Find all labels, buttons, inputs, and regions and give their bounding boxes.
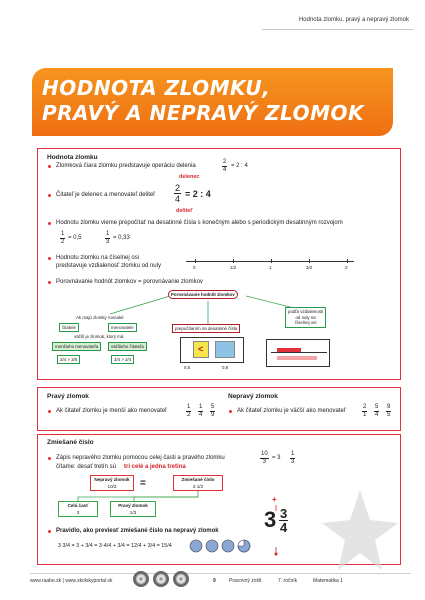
diagram-right-title: podľa vzdialenosti od nuly na číselnej osi (285, 307, 326, 328)
diagram-cela: Celá časť 3 (58, 501, 98, 517)
mixed-whole: 3 (264, 507, 277, 532)
fraction: $\frac{2}{4}$ (223, 159, 227, 173)
footer-book: Pracovný zošit (229, 578, 262, 584)
bullet-text: Pravidlo, ako previesť zmiešané číslo na nepravý zlomok (56, 528, 219, 534)
bullet-text: Zlomková čiara zlomku predstavuje operáciu delenia (56, 163, 196, 169)
bullet-text: Hodnotu zlomku na číselnej osi (56, 255, 140, 261)
chapter-title-line1: HODNOTA ZLOMKU, (42, 76, 271, 100)
header-rule (262, 29, 413, 30)
decorative-star-icon (320, 485, 400, 575)
diagram-left-menovatele: menovatele (108, 323, 137, 332)
fraction: $\frac{1}{3}$ (106, 231, 110, 245)
bullet-text: Čitateľ je delenec a menovateľ deliteľ (56, 192, 155, 198)
section-hodnota-zlomku (37, 148, 401, 380)
example-fraction: $\frac{1}{2}$ (187, 404, 191, 418)
fraction-circles (188, 538, 258, 554)
bullet-dot (48, 530, 51, 533)
equation-large: = 2 : 4 (185, 189, 211, 199)
diagram-right-graphic (266, 339, 330, 367)
diagram-zmiesane: Zmiešané číslo 3 1/3 (173, 475, 223, 491)
decimal-value: = 0,5 (68, 235, 82, 241)
plus-sign: + (272, 495, 277, 504)
chapter-title-line2: PRAVÝ A NEPRAVÝ ZLOMOK (42, 101, 364, 125)
gear-wheel-icon (133, 571, 149, 587)
footer-grade: 7. ročník (278, 578, 298, 584)
bullet-text: Hodnotu zlomku vieme prepočítať na desatinné čísla s konečným alebo s periodickým desatinným rozvojom (56, 220, 343, 226)
diagram-mid-title: prepočítaním na desatinné čísla (172, 324, 240, 333)
reading-prefix: čítame: desať tretín sú (56, 464, 116, 470)
footer-subject: Matematika 1 (313, 578, 344, 584)
number-line-label: 3/2 (306, 265, 313, 270)
diagram-vac: väčšieho čitateľa (108, 342, 147, 351)
bullet-text: predstavuje vzdialenosť zlomku od nuly (56, 263, 161, 269)
section-title-nepravy: Nepravý zlomok (228, 393, 278, 400)
bullet-text: Porovnávanie hodnôt zlomkov = porovnávanie zlomkov (56, 279, 203, 285)
number-line-label: 0 (193, 265, 196, 270)
fraction: $\frac{1}{3}$ (291, 451, 295, 465)
gear-wheel-icon (153, 571, 169, 587)
fraction: $\frac{10}{3}$ (261, 451, 268, 465)
example-fraction: $\frac{5}{9}$ (211, 404, 215, 418)
diagram-left-note: väčší je zlomok, ktorý má (74, 334, 124, 339)
fraction: $\frac{1}{2}$ (61, 231, 65, 245)
example-fraction: $\frac{9}{5}$ (387, 404, 391, 418)
section-title: Hodnota zlomku (47, 154, 98, 161)
equation: = 2 : 4 (231, 163, 248, 169)
running-header: Hodnota zlomku, pravý a nepravý zlomok (298, 17, 409, 23)
diagram-pravy: Pravý zlomok 1/3 (110, 501, 156, 517)
equation: = 3 (272, 455, 281, 461)
diagram-example-b: 3/4 > 2/4 (111, 355, 134, 364)
diagram-example-a: 3/4 > 3/5 (57, 355, 80, 364)
section-title: Zmiešané číslo (47, 439, 94, 446)
number-line-label: 1/2 (230, 265, 237, 270)
diagram-nepravy: Nepravý zlomok 10/3 (90, 475, 134, 491)
diagram-menej: menšieho menovateľa (52, 342, 101, 351)
label-delenec: delenec (179, 174, 200, 180)
rule-formula: 3 3/4 = 3 + 3/4 = 3·4/4 + 3/4 = 12/4 + 3/4 = 15/4 (58, 543, 172, 549)
section-pravy-nepravy (37, 387, 401, 431)
mid-value: 0,8 (222, 365, 229, 370)
chapter-banner (32, 68, 393, 136)
example-fraction: $\frac{1}{4}$ (199, 404, 203, 418)
bullet-dot (48, 410, 51, 413)
gear-wheel-icon (173, 571, 189, 587)
label-delitel: deliteľ (176, 208, 193, 214)
page-number: 9 (213, 578, 216, 584)
decimal-value: = 0,33 (113, 235, 130, 241)
bullet-text: Ak čitateľ zlomku je menší ako menovateľ (56, 408, 167, 414)
example-fraction: $\frac{5}{4}$ (375, 404, 379, 418)
diagram-left-title: Ak majú zlomky rovnaké (76, 315, 124, 320)
mid-value: 0,5 (184, 365, 191, 370)
footer-rule (30, 573, 411, 574)
diagram-mid-graphic (180, 337, 244, 363)
diagram-root: Porovnávanie hodnôt zlomkov (168, 290, 238, 299)
equals-sign: = (140, 478, 146, 489)
footer-sites: www.raabe.sk | www.skolskyportal.sk (30, 578, 113, 584)
bullet-dot (229, 410, 232, 413)
mixed-fraction: 3 4 (280, 506, 288, 535)
number-line-label: 1 (269, 265, 272, 270)
compare-sign: < (198, 344, 204, 354)
number-line-label: 2 (345, 265, 348, 270)
fraction-large: 2 4 (175, 183, 181, 204)
reading-highlight: tri celé a jedna tretina (124, 464, 186, 470)
bullet-text: Zápis nepravého zlomku pomocou celej časti a pravého zlomku (56, 455, 225, 461)
bullet-text: Ak čitateľ zlomku je väčší ako menovateľ (237, 408, 346, 414)
example-fraction: $\frac{2}{1}$ (363, 404, 367, 418)
section-title-pravy: Pravý zlomok (47, 393, 89, 400)
diagram-left-citatele: čitatele (59, 323, 79, 332)
